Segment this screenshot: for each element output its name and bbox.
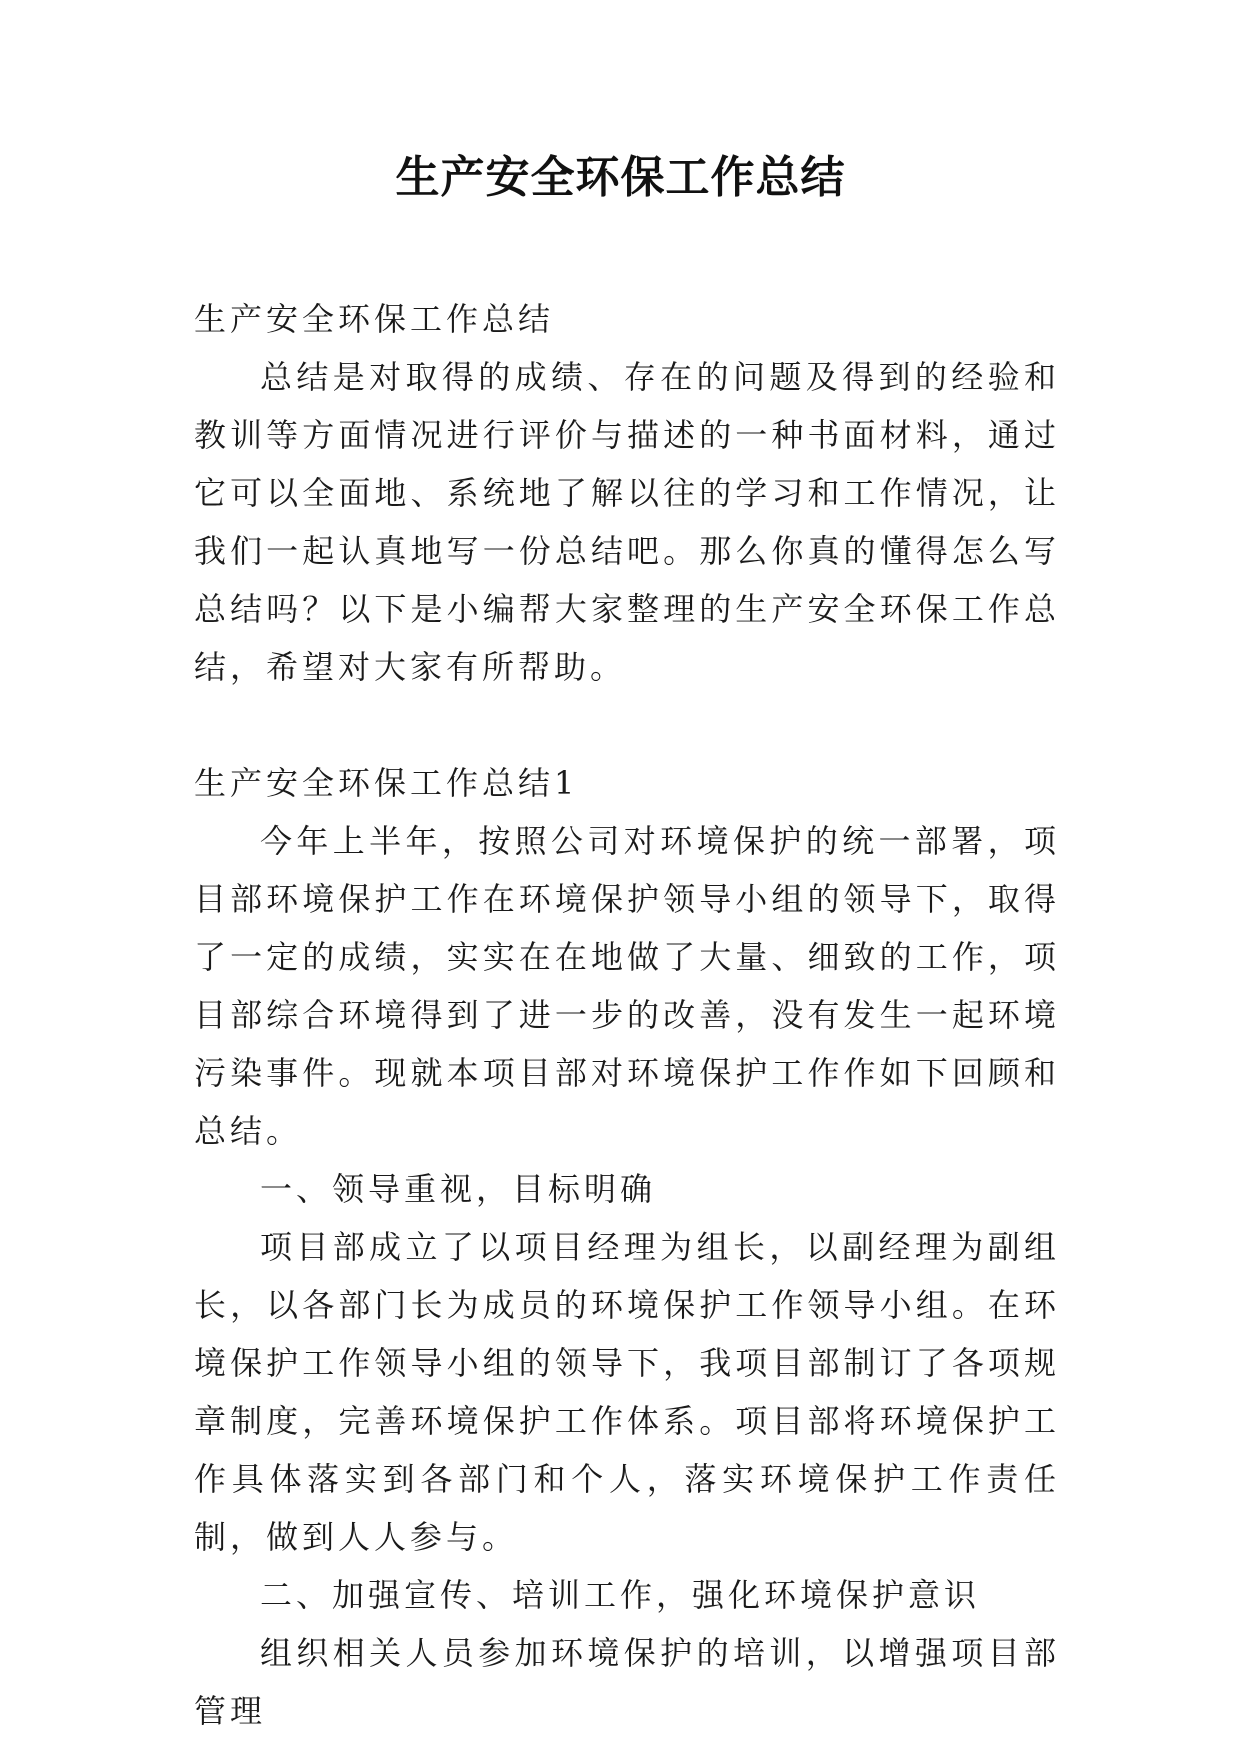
section1-paragraph-1: 今年上半年，按照公司对环境保护的统一部署，项目部环境保护工作在环境保护领导小组的领导下，取得了一定的成绩，实实在在地做了大量、细致的工作，项目部综合环境得到了进一步的改善，没有发生一起环境污染事件。现就本项目部对环境保护工作作如下回顾和总结。: [194, 822, 1060, 1150]
section1-heading: 生产安全环保工作总结1: [194, 764, 579, 802]
document-body: [194, 290, 1060, 1740]
subheading-leadership: 一、领导重视，目标明确: [260, 1170, 657, 1208]
section1-paragraph-2: 项目部成立了以项目经理为组长，以副经理为副组长，以各部门长为成员的环境保护工作领导小组。在环境保护工作领导小组的领导下，我项目部制订了各项规章制度，完善环境保护工作体系。项目部将环境保护工作具体落实到各部门和个人，落实环境保护工作责任制，做到人人参与。: [194, 1228, 1060, 1556]
section-spacer: [194, 696, 1060, 754]
intro-paragraph: 总结是对取得的成绩、存在的问题及得到的经验和教训等方面情况进行评价与描述的一种书面材料，通过它可以全面地、系统地了解以往的学习和工作情况，让我们一起认真地写一份总结吧。那么你真的懂得怎么写总结吗？以下是小编帮大家整理的生产安全环保工作总结，希望对大家有所帮助。: [194, 358, 1060, 686]
subheading-training: 二、加强宣传、培训工作，强化环境保护意识: [260, 1576, 981, 1614]
intro-heading: 生产安全环保工作总结: [194, 300, 555, 338]
document-title: 生产安全环保工作总结: [395, 152, 846, 203]
section1-paragraph-3: 组织相关人员参加环境保护的培训，以增强项目部管理: [194, 1634, 1060, 1730]
